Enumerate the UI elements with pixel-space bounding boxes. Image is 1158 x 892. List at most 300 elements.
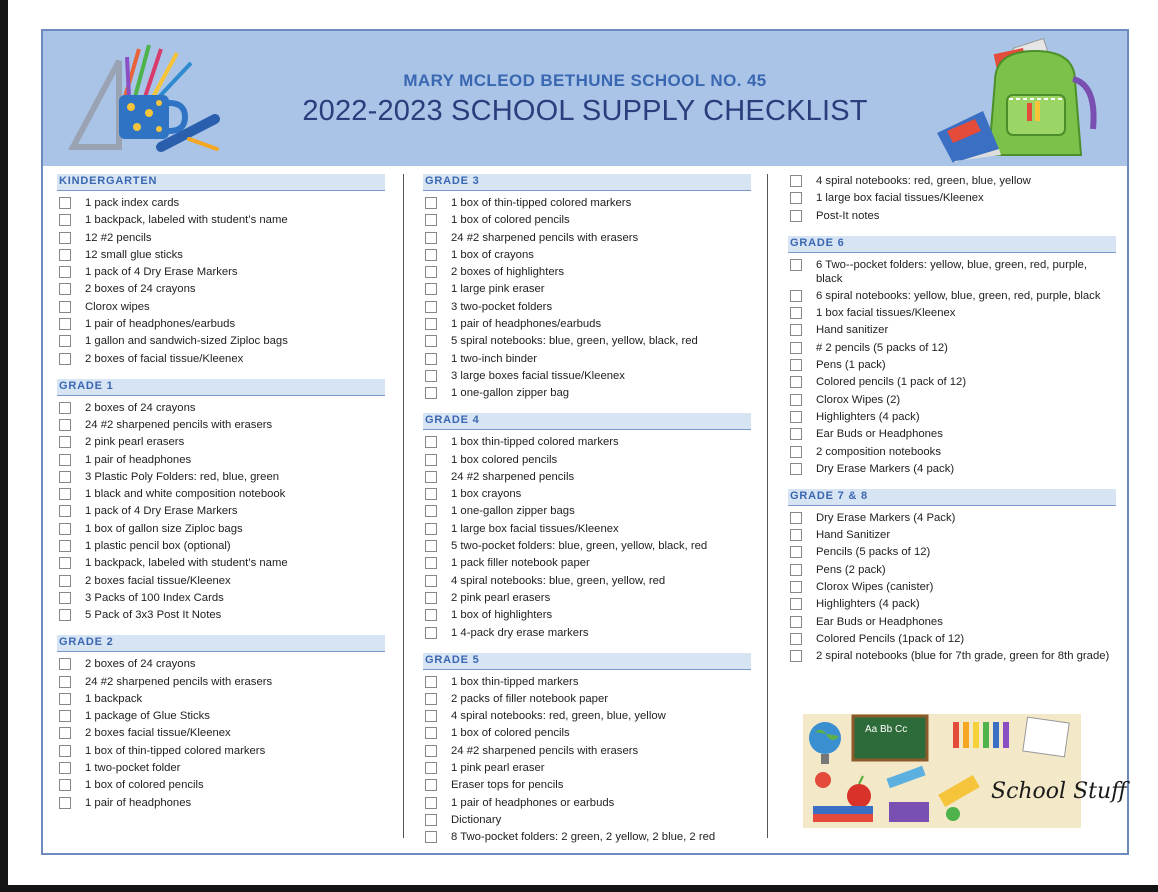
checkbox[interactable] — [425, 283, 437, 295]
checklist-item — [57, 574, 385, 588]
checklist-item — [423, 692, 751, 706]
checklist-item — [788, 289, 1116, 303]
school-stuff-illustration — [803, 714, 1127, 828]
item-label: Eraser tops for pencils — [451, 779, 564, 792]
checkbox[interactable] — [790, 411, 802, 423]
checklist-item — [788, 393, 1116, 407]
checklist-item — [788, 597, 1116, 611]
checklist-item — [57, 692, 385, 706]
checkbox[interactable] — [790, 581, 802, 593]
checklist-item — [788, 323, 1116, 337]
checklist-item — [788, 462, 1116, 476]
checkbox[interactable] — [425, 745, 437, 757]
item-label: 24 #2 sharpened pencils with erasers — [85, 418, 273, 431]
checkbox[interactable] — [59, 301, 71, 313]
section-title-kindergarten: KINDERGARTEN — [57, 174, 385, 191]
item-label: 1 box thin-tipped markers — [451, 675, 579, 688]
checkbox[interactable] — [59, 609, 71, 621]
checkbox[interactable] — [59, 658, 71, 670]
checklist-item — [788, 632, 1116, 646]
checklist-item — [57, 522, 385, 536]
checkbox[interactable] — [425, 454, 437, 466]
item-label: Clorox Wipes (2) — [816, 393, 901, 406]
item-label: 1 pack filler notebook paper — [451, 557, 590, 570]
item-label: 1 one-gallon zipper bags — [451, 505, 575, 518]
checkbox[interactable] — [790, 307, 802, 319]
item-label: Colored Pencils (1pack of 12) — [816, 632, 965, 645]
checkbox[interactable] — [59, 318, 71, 330]
checkbox[interactable] — [425, 779, 437, 791]
checkbox[interactable] — [425, 266, 437, 278]
checkbox[interactable] — [790, 616, 802, 628]
section-title-grade-4: GRADE 4 — [423, 413, 751, 430]
section-grade-5 — [423, 653, 751, 845]
item-label: Hand Sanitizer — [816, 529, 891, 542]
checklist-item — [423, 265, 751, 279]
checkbox[interactable] — [59, 214, 71, 226]
checkbox[interactable] — [59, 540, 71, 552]
section-grade-1 — [57, 379, 385, 623]
item-label: 4 spiral notebooks: red, green, blue, yellow — [816, 175, 1031, 187]
checklist-item — [57, 213, 385, 227]
checklist-items — [57, 657, 385, 809]
item-label: 1 box of highlighters — [451, 609, 553, 622]
item-label: Highlighters (4 pack) — [816, 598, 920, 611]
checkbox[interactable] — [59, 575, 71, 587]
checklist-item — [57, 675, 385, 689]
checkbox[interactable] — [59, 249, 71, 261]
checklist-item — [423, 556, 751, 570]
checkbox[interactable] — [59, 693, 71, 705]
checklist-item — [788, 427, 1116, 441]
checklist-item — [423, 761, 751, 775]
checklist-item — [57, 744, 385, 758]
section-title-grade-6: GRADE 6 — [788, 236, 1116, 253]
left-edge-bar — [0, 0, 8, 892]
item-label: Dry Erase Markers (4 pack) — [816, 462, 955, 475]
checkbox[interactable] — [425, 353, 437, 365]
item-label: 3 large boxes facial tissue/Kleenex — [451, 369, 625, 382]
checklist-item — [423, 591, 751, 605]
checklist-item — [423, 213, 751, 227]
item-label: 3 two-pocket folders — [451, 300, 553, 313]
bottom-edge-bar — [0, 885, 1158, 892]
checklist-item — [423, 196, 751, 210]
checkbox[interactable] — [425, 710, 437, 722]
item-label: 1 pack of 4 Dry Erase Markers — [85, 266, 238, 279]
checklist-item — [788, 511, 1116, 525]
checklist-item — [423, 608, 751, 622]
checklist-item — [57, 487, 385, 501]
item-label: 1 large box facial tissues/Kleenex — [451, 522, 619, 535]
checkbox[interactable] — [790, 175, 802, 187]
checkbox[interactable] — [425, 318, 437, 330]
checkbox[interactable] — [59, 266, 71, 278]
checklist-item — [57, 352, 385, 366]
item-label: 1 backpack, labeled with student’s name — [85, 214, 288, 227]
item-label: 1 pair of headphones/earbuds — [451, 318, 602, 331]
checklist-items — [57, 401, 385, 623]
checklist-item — [423, 675, 751, 689]
checklist-item — [788, 375, 1116, 389]
checkbox[interactable] — [790, 529, 802, 541]
section-grade-2 — [57, 635, 385, 809]
checklist-item — [423, 626, 751, 640]
item-label: Ear Buds or Headphones — [816, 428, 943, 441]
checklist-item — [788, 580, 1116, 594]
checklist-item — [423, 248, 751, 262]
checkbox[interactable] — [59, 402, 71, 414]
checkbox[interactable] — [790, 359, 802, 371]
checkbox[interactable] — [425, 387, 437, 399]
checklist-item — [57, 539, 385, 553]
checkbox[interactable] — [59, 197, 71, 209]
header-band — [43, 31, 1127, 166]
checkbox[interactable] — [59, 353, 71, 365]
checkbox[interactable] — [425, 232, 437, 244]
checkbox[interactable] — [425, 214, 437, 226]
item-label: 2 boxes of facial tissue/Kleenex — [85, 352, 244, 365]
checkbox[interactable] — [59, 523, 71, 535]
checklist-item — [423, 352, 751, 366]
section-grade-7-8 — [788, 489, 1116, 663]
school-name: MARY MCLEOD BETHUNE SCHOOL NO. 45 — [403, 71, 767, 90]
checklist-item — [57, 401, 385, 415]
checklist-item — [423, 830, 751, 844]
item-label: Dictionary — [451, 813, 502, 826]
item-label: 6 Two--pocket folders: yellow, blue, green, red, purple, black — [816, 258, 1088, 285]
checkbox[interactable] — [59, 557, 71, 569]
checklist-item — [423, 504, 751, 518]
item-label: 2 pink pearl erasers — [451, 591, 551, 604]
item-label: 5 spiral notebooks: blue, green, yellow, black, red — [451, 335, 698, 348]
checkbox[interactable] — [790, 342, 802, 354]
checklist-item — [788, 209, 1116, 223]
checklist-item — [57, 231, 385, 245]
item-label: Clorox wipes — [85, 300, 150, 313]
item-label: 2 boxes of 24 crayons — [85, 283, 196, 296]
checkbox[interactable] — [790, 598, 802, 610]
checklist-page — [41, 29, 1129, 855]
item-label: 24 #2 sharpened pencils with erasers — [451, 744, 639, 757]
checklist-item — [423, 539, 751, 553]
item-label: 1 large box facial tissues/Kleenex — [816, 192, 984, 205]
checkbox[interactable] — [425, 370, 437, 382]
checklist-item — [788, 341, 1116, 355]
checkbox[interactable] — [59, 232, 71, 244]
item-label: 2 boxes facial tissue/Kleenex — [85, 574, 231, 587]
checkbox[interactable] — [425, 523, 437, 535]
checkbox[interactable] — [59, 745, 71, 757]
checklist-item — [788, 258, 1116, 286]
checkbox[interactable] — [425, 727, 437, 739]
item-label: 1 two-pocket folder — [85, 762, 181, 775]
checkbox[interactable] — [790, 463, 802, 475]
checklist-item — [788, 615, 1116, 629]
chalkboard-text: Aa Bb Cc — [865, 724, 908, 735]
item-label: 1 pack of 4 Dry Erase Markers — [85, 505, 238, 518]
checkbox[interactable] — [790, 394, 802, 406]
column-divider — [767, 174, 768, 838]
item-label: 1 pair of headphones — [85, 796, 192, 809]
checklist-item — [57, 196, 385, 210]
checkbox[interactable] — [425, 505, 437, 517]
checklist-item — [57, 282, 385, 296]
checkbox[interactable] — [59, 283, 71, 295]
checkbox[interactable] — [59, 419, 71, 431]
item-label: 2 composition notebooks — [816, 445, 941, 458]
checklist-item — [423, 726, 751, 740]
checklist-item — [423, 453, 751, 467]
checkbox[interactable] — [59, 454, 71, 466]
column-left — [57, 174, 385, 823]
checkbox[interactable] — [790, 546, 802, 558]
checklist-item — [788, 306, 1116, 320]
checklist-item — [57, 504, 385, 518]
school-stuff-text: School Stuff — [991, 779, 1127, 804]
checkbox[interactable] — [425, 831, 437, 843]
checklist-item — [788, 649, 1116, 663]
checklist-item — [423, 796, 751, 810]
checkbox[interactable] — [790, 192, 802, 204]
item-label: 2 spiral notebooks (blue for 7th grade, green for 8th grade) — [816, 650, 1110, 663]
checklist-item — [788, 174, 1116, 188]
checkbox[interactable] — [425, 249, 437, 261]
item-label: 1 pair of headphones — [85, 453, 192, 466]
item-label: 5 two-pocket folders: blue, green, yellow, black, red — [451, 540, 708, 553]
section-title-grade-2: GRADE 2 — [57, 635, 385, 652]
item-label: 5 Pack of 3x3 Post It Notes — [85, 609, 222, 622]
checklist-item — [423, 813, 751, 827]
item-label: 1 box of thin-tipped colored markers — [85, 744, 266, 757]
checklist-item — [57, 453, 385, 467]
section-grade-6 — [788, 236, 1116, 476]
item-label: Colored pencils (1 pack of 12) — [816, 376, 967, 389]
checklist-item — [423, 231, 751, 245]
item-label: 2 boxes facial tissue/Kleenex — [85, 727, 231, 740]
checklist-item — [788, 528, 1116, 542]
item-label: Ear Buds or Headphones — [816, 615, 943, 628]
checkbox[interactable] — [425, 575, 437, 587]
checkbox[interactable] — [425, 335, 437, 347]
checkbox[interactable] — [425, 557, 437, 569]
checkbox[interactable] — [790, 650, 802, 662]
item-label: 1 box facial tissues/Kleenex — [816, 307, 956, 320]
checkbox[interactable] — [790, 512, 802, 524]
checklist-item — [423, 470, 751, 484]
checklist-items — [788, 174, 1116, 223]
checklist-item — [423, 778, 751, 792]
checkbox[interactable] — [425, 197, 437, 209]
item-label: 4 spiral notebooks: blue, green, yellow, red — [451, 574, 666, 587]
column-right — [788, 174, 1116, 676]
checkbox[interactable] — [425, 609, 437, 621]
item-label: 2 packs of filler notebook paper — [451, 692, 608, 705]
checkbox[interactable] — [59, 436, 71, 448]
checkbox[interactable] — [59, 471, 71, 483]
checklist-items — [423, 196, 751, 400]
item-label: 2 boxes of 24 crayons — [85, 658, 196, 671]
checkbox[interactable] — [59, 779, 71, 791]
checkbox[interactable] — [59, 592, 71, 604]
item-label: 1 black and white composition notebook — [85, 488, 286, 501]
checklist-item — [57, 334, 385, 348]
checklist-item — [788, 358, 1116, 372]
item-label: 1 pair of headphones/earbuds — [85, 318, 236, 331]
item-label: 1 box of crayons — [451, 248, 534, 261]
checkbox[interactable] — [59, 797, 71, 809]
checklist-items — [423, 675, 751, 845]
item-label: 1 box of colored pencils — [451, 214, 570, 227]
item-label: 4 spiral notebooks: red, green, blue, yellow — [451, 710, 666, 723]
item-label: 1 box of colored pencils — [451, 727, 570, 740]
item-label: 1 package of Glue Sticks — [85, 710, 210, 723]
item-label: Clorox Wipes (canister) — [816, 581, 934, 594]
item-label: 1 box of gallon size Ziploc bags — [85, 522, 243, 535]
checkbox[interactable] — [425, 471, 437, 483]
checkbox[interactable] — [425, 436, 437, 448]
checklist-item — [423, 574, 751, 588]
checklist-items — [57, 196, 385, 366]
checkbox[interactable] — [790, 376, 802, 388]
checkbox[interactable] — [59, 762, 71, 774]
checkbox[interactable] — [425, 814, 437, 826]
checklist-item — [788, 563, 1116, 577]
checklist-item — [788, 410, 1116, 424]
checkbox[interactable] — [59, 488, 71, 500]
checkbox[interactable] — [425, 627, 437, 639]
checklist-item — [57, 248, 385, 262]
item-label: 1 two-inch binder — [451, 352, 538, 365]
item-label: Pens (1 pack) — [816, 359, 886, 372]
section-title-grade-3: GRADE 3 — [423, 174, 751, 191]
item-label: 12 small glue sticks — [85, 248, 183, 261]
item-label: 1 one-gallon zipper bag — [451, 387, 570, 400]
item-label: 2 pink pearl erasers — [85, 436, 185, 449]
item-label: 1 pink pearl eraser — [451, 762, 545, 775]
checklist-item — [57, 657, 385, 671]
item-label: 1 large pink eraser — [451, 283, 545, 296]
item-label: Post-It notes — [816, 209, 880, 222]
checkbox[interactable] — [59, 335, 71, 347]
checklist-item — [423, 435, 751, 449]
item-label: Dry Erase Markers (4 Pack) — [816, 511, 956, 524]
checkbox[interactable] — [790, 259, 802, 271]
item-label: Pencils (5 packs of 12) — [816, 546, 931, 559]
checkbox[interactable] — [425, 488, 437, 500]
checklist-item — [57, 265, 385, 279]
section-grade-5-continued — [788, 174, 1116, 223]
item-label: 3 Plastic Poly Folders: red, blue, green — [85, 470, 280, 483]
item-label: 1 box crayons — [451, 488, 522, 501]
checklist-item — [788, 445, 1116, 459]
checklist-item — [57, 418, 385, 432]
item-label: 2 boxes of highlighters — [451, 266, 565, 279]
item-label: 24 #2 sharpened pencils with erasers — [451, 231, 639, 244]
item-label: 24 #2 sharpened pencils with erasers — [85, 675, 273, 688]
item-label: 1 backpack, labeled with student’s name — [85, 557, 288, 570]
checklist-item — [423, 709, 751, 723]
item-label: 1 box of colored pencils — [85, 779, 204, 792]
item-label: 1 box colored pencils — [451, 453, 558, 466]
checklist-item — [423, 300, 751, 314]
checkbox[interactable] — [59, 505, 71, 517]
item-label: 12 #2 pencils — [85, 231, 152, 244]
item-label: 1 backpack — [85, 692, 143, 705]
checklist-items — [423, 435, 751, 639]
section-title-grade-5: GRADE 5 — [423, 653, 751, 670]
item-label: 1 gallon and sandwich-sized Ziploc bags — [85, 335, 288, 348]
checkbox[interactable] — [790, 290, 802, 302]
checkbox[interactable] — [425, 797, 437, 809]
item-label: 1 box of thin-tipped colored markers — [451, 197, 632, 209]
checklist-item — [57, 556, 385, 570]
checklist-item — [57, 778, 385, 792]
checklist-items — [788, 511, 1116, 663]
checkbox[interactable] — [425, 762, 437, 774]
checklist-item — [788, 191, 1116, 205]
section-grade-3 — [423, 174, 751, 400]
checkbox[interactable] — [59, 676, 71, 688]
checkbox[interactable] — [425, 693, 437, 705]
checklist-item — [57, 300, 385, 314]
checklist-item — [57, 726, 385, 740]
item-label: 1 pack index cards — [85, 197, 180, 209]
checkbox[interactable] — [59, 710, 71, 722]
checklist-item — [423, 317, 751, 331]
item-label: Pens (2 pack) — [816, 563, 886, 576]
checkbox[interactable] — [790, 324, 802, 336]
checkbox[interactable] — [425, 301, 437, 313]
checklist-item — [57, 796, 385, 810]
checklist-item — [423, 282, 751, 296]
checklist-item — [788, 545, 1116, 559]
section-title-grade-7-8: GRADE 7 & 8 — [788, 489, 1116, 506]
section-title-grade-1: GRADE 1 — [57, 379, 385, 396]
item-label: 2 boxes of 24 crayons — [85, 401, 196, 414]
item-label: Highlighters (4 pack) — [816, 410, 920, 423]
column-divider — [403, 174, 404, 838]
checkbox[interactable] — [790, 210, 802, 222]
checkbox[interactable] — [425, 676, 437, 688]
checklist-item — [57, 435, 385, 449]
checkbox[interactable] — [425, 592, 437, 604]
item-label: 3 Packs of 100 Index Cards — [85, 591, 224, 604]
checklist-item — [423, 369, 751, 383]
checklist-item — [423, 522, 751, 536]
checkbox[interactable] — [790, 428, 802, 440]
checklist-item — [423, 386, 751, 400]
item-label: 1 4-pack dry erase markers — [451, 626, 589, 639]
item-label: 1 plastic pencil box (optional) — [85, 540, 231, 553]
checklist-item — [57, 608, 385, 622]
item-label: # 2 pencils (5 packs of 12) — [816, 341, 948, 354]
checklist-item — [423, 487, 751, 501]
column-middle — [423, 174, 751, 857]
item-label: 24 #2 sharpened pencils — [451, 470, 575, 483]
checklist-item — [57, 591, 385, 605]
checklist-item — [423, 334, 751, 348]
checkbox[interactable] — [790, 564, 802, 576]
checkbox[interactable] — [59, 727, 71, 739]
item-label: 1 pair of headphones or earbuds — [451, 796, 615, 809]
item-label: 8 Two-pocket folders: 2 green, 2 yellow, 2 blue, 2 red — [451, 831, 716, 844]
checkbox[interactable] — [790, 446, 802, 458]
checklist-item — [57, 761, 385, 775]
checkbox[interactable] — [790, 633, 802, 645]
checkbox[interactable] — [425, 540, 437, 552]
checklist-item — [57, 709, 385, 723]
